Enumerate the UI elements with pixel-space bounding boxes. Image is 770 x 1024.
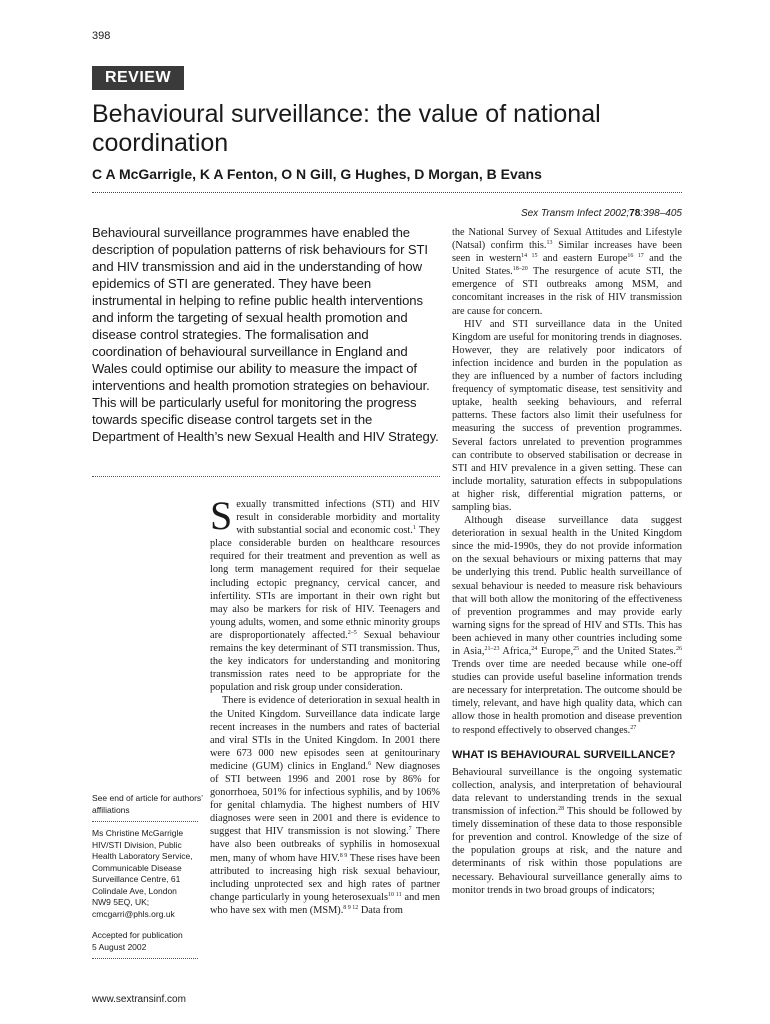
text-run: Africa,	[499, 646, 532, 657]
paragraph-text	[452, 515, 682, 736]
paragraph-text	[452, 227, 682, 317]
citation-reference: 7	[408, 826, 412, 833]
article-title: Behavioural surveillance: the value of national coordination	[92, 100, 601, 157]
page-number: 398	[92, 30, 111, 42]
affiliations-note: See end of article for authors’ affiliations	[92, 793, 203, 815]
paragraph-text	[210, 493, 441, 694]
citation-volume: 78	[629, 208, 641, 219]
citation-reference: 8 9 12	[343, 904, 359, 911]
text-run: The resurgence of acute STI, the emergence of STI outbreaks among MSM, and concomitant increases in the risk of HIV transmission are cause for concern.	[452, 266, 682, 317]
section-tag: REVIEW	[92, 66, 184, 90]
citation-reference: 24	[531, 646, 538, 652]
text-run: Data from	[358, 904, 403, 916]
citation-reference: 25	[573, 646, 580, 652]
citation-reference: 13	[546, 240, 553, 247]
text-run: and the United States.	[452, 253, 682, 278]
paragraph-text	[452, 319, 682, 513]
citation	[521, 208, 682, 219]
abstract: Behavioural surveillance programmes have enabled the description of population patterns of risk behaviours for STI and HIV transmission and aid in the understanding of how epidemics of STI are generated. They have been instrumental in helping to refine public health interventions and inform the targeting of sexual health promotion and disease control strategies. The formalisation and coordination of behavioural surveillance in England and Wales could optimise our ability to measure the impact of interventions and health promotion strategies on behaviour. This will be particularly useful for monitoring the progress towards specific disease control targets set in the Department of Health’s new Sexual Health and HIV Strategy.	[92, 225, 439, 444]
title-divider	[92, 192, 682, 193]
text-run: Behavioural surveillance is the ongoing systematic collection, analysis, and interpretation of behavioural data relevant to understanding trends in the sexual transmission of infection.	[452, 766, 682, 818]
body-paragraph	[210, 694, 440, 917]
journal-website: www.sextransinf.com	[92, 994, 186, 1005]
text-run: Sexual behaviour remains the key determinant of STI transmission. Thus, the key indicators for understanding and monitoring transmission rates need to be appropriate for the population and risk group under consideration.	[210, 629, 440, 694]
text-run: Similar increases have been seen in western	[452, 240, 682, 265]
text-run: New diagnoses of STI between 1996 and 2001 rose by 86% for gonorrhoea, 501% for infectious syphilis, and by 106% for genital chlamydia. The highest numbers of HIV diagnoses were seen in 2001 and there is evidence to suggest that HIV transmission is not slowing.	[210, 760, 440, 838]
body-paragraph	[452, 318, 682, 514]
address-line: Surveillance Centre, 61	[92, 874, 181, 884]
paragraph-text	[452, 767, 682, 896]
text-run: This should be followed by timely dissemination of these data to those responsible for prevention and control. Knowledge of the size of the population groups at risk, and the nature and determinants of risk within those populations are necessary. Behavioural surveillance generally aims to monitor trends in two broad groups of indicators;	[452, 806, 682, 896]
address-line: Communicable Disease	[92, 862, 182, 873]
text-run: They place considerable burden on healthcare resources required for their treatment and prevention as well as long term management required for their sequelae including ectopic pregnancy, cervical cancer, and infertility. STIs are important in their own right but may also be markers for risk of HIV. Teenagers and young adults, women, and some ethnic minority groups are disproportionately affected.	[210, 525, 441, 641]
citation-reference: 6	[368, 760, 372, 767]
text-run: HIV and STI surveillance data in the United Kingdom are useful for monitoring trends in diagnoses. However, they are relatively poor indicators of infection incidence and burden in the population as they are influenced by a number of factors including frequency of symptomatic disease, test sensitivity and uptake, health seeking behaviours, and referral patterns. These factors also limit their usefulness for measuring the success of prevention programmes. Several factors unrelated to prevention programmes can contribute to observed stabilisation or decrease in STI and HIV prevalence in a given setting. These can include mortality, saturation effects in subpopulations at higher risk, differential migration patterns, or sampling bias.	[452, 318, 682, 513]
accepted-line: 5 August 2002	[92, 941, 147, 952]
text-run: and the United States.	[579, 646, 676, 657]
address-line: NW9 5EQ, UK;	[92, 897, 150, 907]
drop-cap: S	[210, 493, 233, 538]
body-paragraph	[452, 766, 682, 897]
citation-reference: 28	[558, 806, 565, 813]
body-paragraph	[452, 514, 682, 737]
text-run: Trends over time are needed because while one-off studies can provide useful baseline information trends are necessary for interpretation. The outcome should be timely, relevant, and have high quality data, which can allow those in health promotion and disease prevention to respond effectively to observed changes.	[452, 659, 682, 736]
accepted-date	[92, 930, 204, 953]
body-paragraph	[452, 226, 682, 318]
citation-reference: 26	[675, 646, 682, 652]
correspondence-address	[92, 828, 204, 920]
text-run: and eastern Europe	[537, 253, 628, 265]
address-line: Ms Christine McGarrigle	[92, 828, 184, 838]
citation-reference: 27	[630, 724, 637, 731]
citation-reference: 14 15	[521, 253, 538, 260]
text-run: Although disease surveillance data suggest deterioration in sexual health in the United Kingdom since the mid-1990s, they do not provide information on the sexual behaviours or mixing patterns that may be underlying this trend. Public health surveillance of sexual behaviour is needed to measure risk behaviours that will both allow the monitoring of the effectiveness of prevention programmes and may provide early warning signs for the spread of HIV and STIs. This has been achieved in many other countries including some in Asia,	[452, 515, 682, 657]
text-run: There is evidence of deterioration in sexual health in the United Kingdom. Surveillance data indicate large recent increases in the numbers and rates of bacterial and viral STIs in the United Kingdom. In 2001 there were 673 000 new episodes seen at genitourinary medicine (GUM) clinics in England.	[210, 695, 440, 772]
address-line: Colindale Ave, London	[92, 885, 177, 896]
body-column-right	[452, 226, 682, 897]
body-column-middle	[210, 493, 441, 917]
citation-reference: 21–23	[484, 646, 500, 652]
note-divider	[92, 958, 198, 959]
text-run: Europe,	[537, 646, 574, 657]
citation-reference: 8 9	[339, 852, 348, 859]
abstract-divider	[92, 476, 440, 477]
citation-reference: 18–20	[512, 266, 528, 273]
address-line: Health Laboratory Service,	[92, 851, 193, 861]
accepted-line: Accepted for publication	[92, 930, 183, 940]
section-heading: WHAT IS BEHAVIOURAL SURVEILLANCE?	[452, 748, 676, 761]
paragraph-text	[210, 695, 440, 916]
text-run: and men who have sex with men (MSM).	[210, 891, 441, 916]
address-line: HIV/STI Division, Public	[92, 839, 182, 850]
text-run: There have also been outbreaks of syphilis in homosexual men, many of whom have HIV.	[210, 826, 440, 864]
body-paragraph	[210, 493, 441, 694]
side-note	[92, 793, 204, 965]
citation-reference: 16 17	[627, 253, 644, 260]
author-list: C A McGarrigle, K A Fenton, O N Gill, G Hughes, D Morgan, B Evans	[92, 166, 542, 182]
text-run: the National Survey of Sexual Attitudes and Lifestyle (Natsal) confirm this.	[452, 227, 682, 252]
citation-reference: 1	[412, 525, 416, 532]
citation-reference: 10 11	[388, 891, 402, 898]
citation-reference: 2–5	[347, 629, 357, 636]
email-address: cmcgarri@phls.org.uk	[92, 908, 175, 919]
note-divider	[92, 821, 198, 822]
citation-pages: :398–405	[640, 208, 682, 219]
text-run: These rises have been attributed to increasing high risk sexual behaviour, including unprotected sex and high rates of partner change particularly in young heterosexuals	[210, 852, 441, 903]
text-run: exually transmitted infections (STI) and HIV result in considerable morbidity and mortality with substantial social and economic cost.	[236, 499, 440, 537]
citation-journal: Sex Transm Infect 2002;	[520, 208, 630, 219]
